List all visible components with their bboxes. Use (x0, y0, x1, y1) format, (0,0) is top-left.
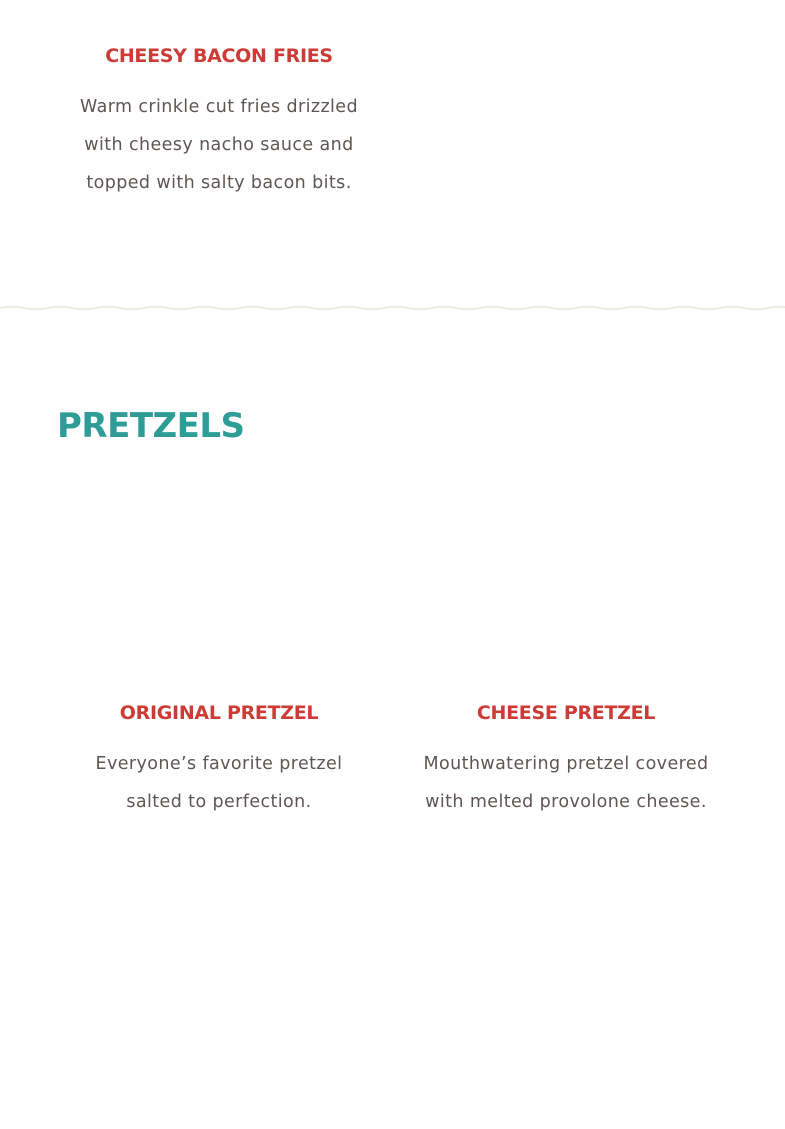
menu-item-cheese-pretzel (416, 701, 716, 821)
item-name: ORIGINAL PRETZEL (119, 702, 319, 724)
menu-item-cheesy-bacon-fries (69, 44, 369, 202)
item-description: Mouthwatering pretzel covered with melted provolone cheese. (423, 754, 709, 812)
item-description: Warm crinkle cut fries drizzled with cheesy nacho sauce and topped with salty bacon bits. (80, 97, 358, 193)
section-heading-pretzels: PRETZELS (57, 406, 245, 446)
wavy-divider (0, 298, 785, 318)
menu-item-original-pretzel (69, 701, 369, 821)
item-name: CHEESE PRETZEL (476, 702, 656, 724)
item-name: CHEESY BACON FRIES (105, 45, 333, 67)
item-description: Everyone’s favorite pretzel salted to perfection. (95, 754, 343, 812)
